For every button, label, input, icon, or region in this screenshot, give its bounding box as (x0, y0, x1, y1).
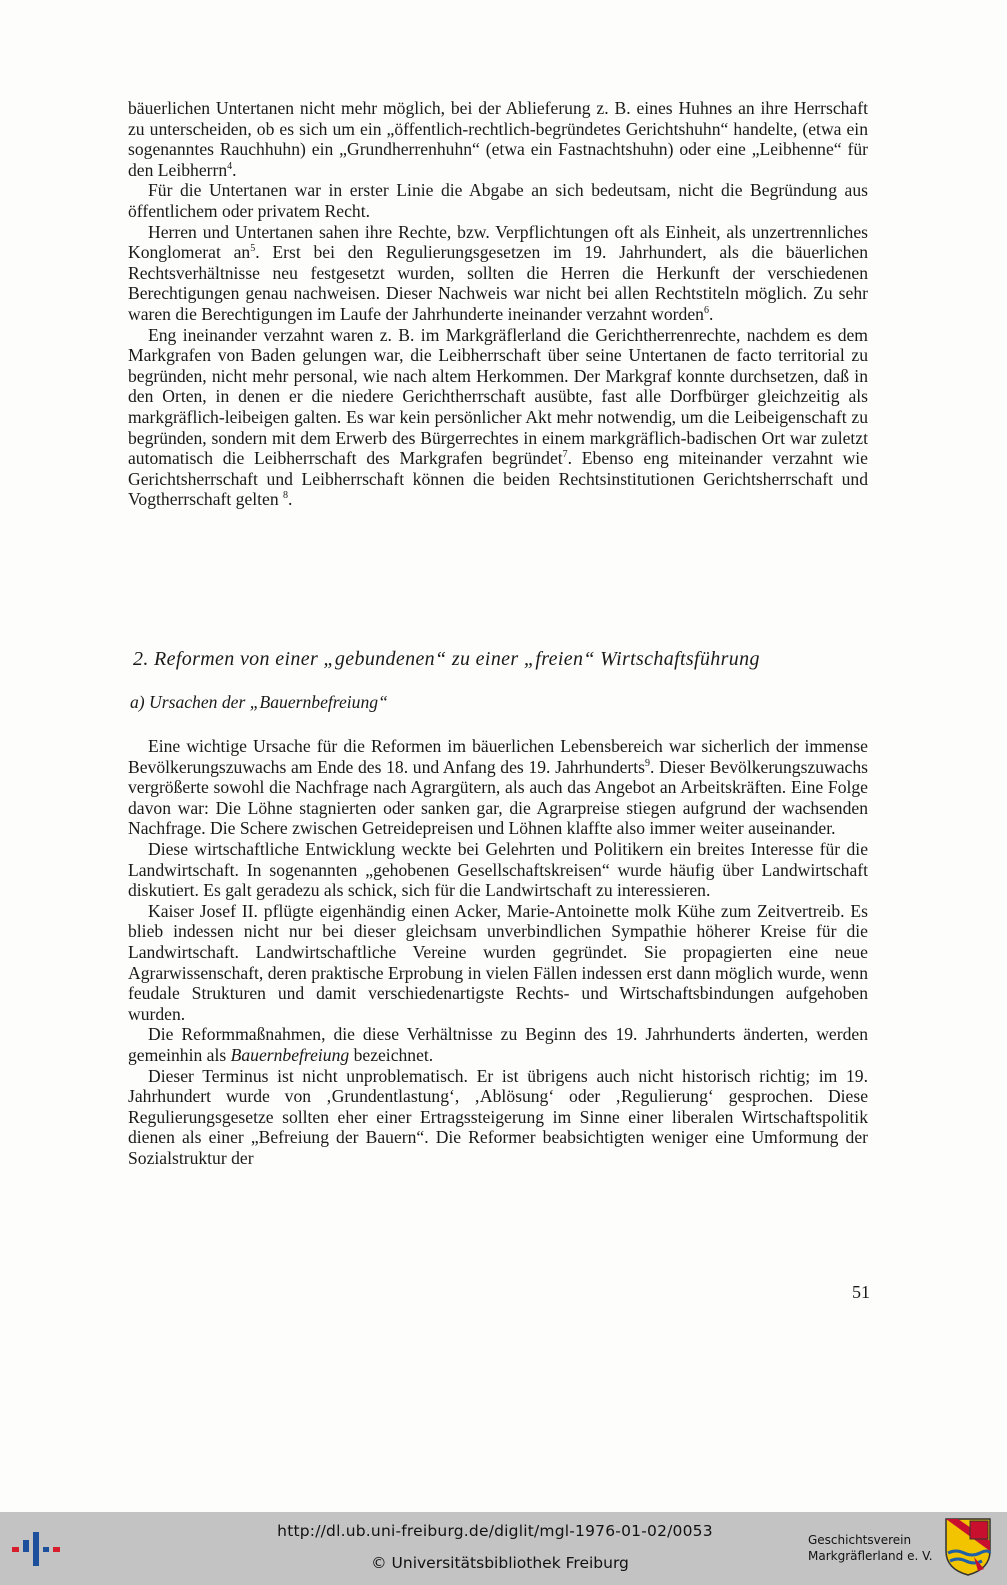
paragraph-text: Eng ineinander verzahnt waren z. B. im Markgräflerland die Gerichtherrenrechte, nachdem es dem Markgrafen von Baden gelungen war, die Leibherrschaft über seine Untertanen de facto territorial zu begründen, nicht mehr personal, wie nach altem Herkommen. Der Markgraf konnte durchsetzen, daß in den Orten, in denen er die niedere Gerichtherrschaft ausübte, fast alle Dorfbürger gleichzeitig als markgräflich-leibeigen galten. Es war kein persönlicher Akt mehr notwendig, um die Leibeigenschaft zu begründen, sondern mit dem Erwerb des Bürgerrechtes in einem markgräflich-badischen Ort war zuletzt automatisch die Leibherrschaft des Markgrafen begründet (128, 324, 868, 469)
subsection-heading: a) Ursachen der „Bauernbefreiung“ (130, 692, 388, 712)
paragraph-text: Eine wichtige Ursache für die Reformen im bäuerlichen Lebensbereich war sicherlich der immense Bevölkerungszuwachs am Ende des 18. und Anfang des 19. Jahrhunderts (128, 736, 868, 777)
document-url-link[interactable]: http://dl.ub.uni-freiburg.de/diglit/mgl-1976-01-02/0053 (277, 1522, 713, 1540)
society-name (808, 1532, 948, 1564)
footnote-ref: 6 (703, 305, 709, 317)
paragraph-text: bäuerlichen Untertanen nicht mehr möglich, bei der Ablieferung z. B. eines Huhnes an ihre Herrschaft zu unterscheiden, ob es sich um ein „öffentlich-rechtlich-begründetes Gerichtshuhn“ handelte, (etwa ein sogenanntes Rauchhuhn) ein „Grundherrenhuhn“ (etwa ein Fastnachtshuhn) oder eine „Leibhenne“ für den Leibherrn (128, 98, 868, 180)
paragraph-text: Für die Untertanen war in erster Linie die Abgabe an sich bedeutsam, nicht die Begründung aus öffentlichem oder privatem Recht. (128, 180, 868, 221)
footnote-ref: 8 (283, 490, 289, 502)
paragraph (128, 736, 868, 839)
section-heading: 2. Reformen von einer „gebundenen“ zu einer „freien“ Wirtschaftsführung (133, 648, 760, 670)
paragraph-text: . (288, 489, 293, 510)
paragraph (128, 1024, 868, 1065)
page-number: 51 (852, 1282, 870, 1302)
paragraph (128, 98, 868, 180)
paragraph-text: . (232, 159, 237, 180)
paragraph (128, 222, 868, 325)
copyright-text: © Universitätsbibliothek Freiburg (371, 1554, 629, 1572)
paragraph (128, 901, 868, 1025)
footer-bar (0, 1512, 1007, 1585)
footnote-ref: 9 (645, 757, 651, 769)
paragraph-text: bezeichnet. (349, 1044, 434, 1065)
paragraph-text: . Dieser Bevölkerungszuwachs vergrößerte sowohl die Nachfrage nach Agrargütern, als auch das Angebot an Arbeitskräften. Eine Folge davon war: Die Löhne stagnierten oder sanken gar, die Agrarpreise stiegen aufgrund der wachsenden Nachfrage. Die Schere zwischen Getreidepreisen und Löhnen klaffte also immer weiter auseinander. (128, 756, 868, 839)
footnote-ref: 5 (250, 243, 256, 255)
society-name-line-1: Geschichtsverein (808, 1533, 912, 1547)
paragraph (128, 839, 868, 901)
emphasized-term: Bauernbefreiung (230, 1044, 350, 1065)
paragraph-text: Die Reformmaßnahmen, die diese Verhältnisse zu Beginn des 19. Jahrhunderts änderten, werden gemeinhin als (128, 1024, 868, 1065)
paragraph-text: Dieser Terminus ist nicht unproblematisch. Er ist übrigens auch nicht historisch richtig; im 19. Jahrhundert wurde von ‚Grundentlastung‘, ‚Ablösung‘ oder ‚Regulierung‘ gesprochen. Diese Regulierungsgesetze sollten eher einer Ertragssteigerung im Sinne einer liberalen Wirtschaftspolitik dienen als einer „Befreiung der Bauern“. Die Reformer beabsichtigten weniger eine Umformung der Sozialstruktur der (128, 1065, 868, 1168)
ub-freiburg-logo-icon[interactable] (12, 1530, 62, 1568)
paragraph-text: . (708, 303, 714, 324)
paragraph-text: Herren und Untertanen sahen ihre Rechte, bzw. Verpflichtungen oft als Einheit, als unzertrennliches Konglomerat an (128, 221, 868, 263)
paragraph-text: . Erst bei den Regulierungsgesetzen im 19. Jahrhundert, als die bäuerlichen Rechtsverhältnisse neu festgesetzt wurden, sollten die Herren die Herkunft der verschiedenen Berechtigungen genau nachweisen. Dieser Nachweis war nicht bei allen Rechtstiteln möglich. Zu sehr waren die Berechtigungen im Laufe der Jahrhunderte ineinander verzahnt worden (128, 242, 868, 324)
paragraph (128, 325, 868, 510)
society-name-line-2: Markgräflerland e. V. (808, 1549, 933, 1563)
footnote-ref: 4 (227, 160, 233, 172)
footnote-ref: 7 (562, 449, 568, 461)
markgraeflerland-crest-icon[interactable] (944, 1517, 992, 1577)
paragraph-text: Diese wirtschaftliche Entwicklung weckte bei Gelehrten und Politikern ein breites Interesse für die Landwirtschaft. In sogenannten „gehobenen Gesellschaftskreisen“ wurde häufig über Landwirtschaft diskutiert. Es galt geradezu als schick, sich für die Landwirtschaft zu interessieren. (128, 838, 868, 901)
paragraph (128, 180, 868, 221)
paragraph (128, 1066, 868, 1169)
paragraph-text: . Ebenso eng miteinander verzahnt wie Gerichtsherrschaft und Leibherrschaft können die beiden Rechtsinstitutionen Gerichtsherrschaft und Vogtherrschaft gelten (128, 448, 868, 510)
paragraph-text: Kaiser Josef II. pflügte eigenhändig einen Acker, Marie-Antoinette molk Kühe zum Zeitvertreib. Es blieb indessen nicht nur bei dieser gleichsam unverbindlichen Sympathie höherer Kreise für die Landwirtschaft. Landwirtschaftliche Vereine wurden gegründet. Sie propagierten eine neue Agrarwissenschaft, deren praktische Erprobung in vielen Fällen indessen erst dann möglich wurde, wenn feudale Strukturen und damit verschiedenartigste Rechts- und Wirtschaftsbindungen aufgehoben wurden. (128, 900, 868, 1024)
text-block-1 (128, 98, 868, 510)
text-block-2 (128, 736, 868, 1168)
